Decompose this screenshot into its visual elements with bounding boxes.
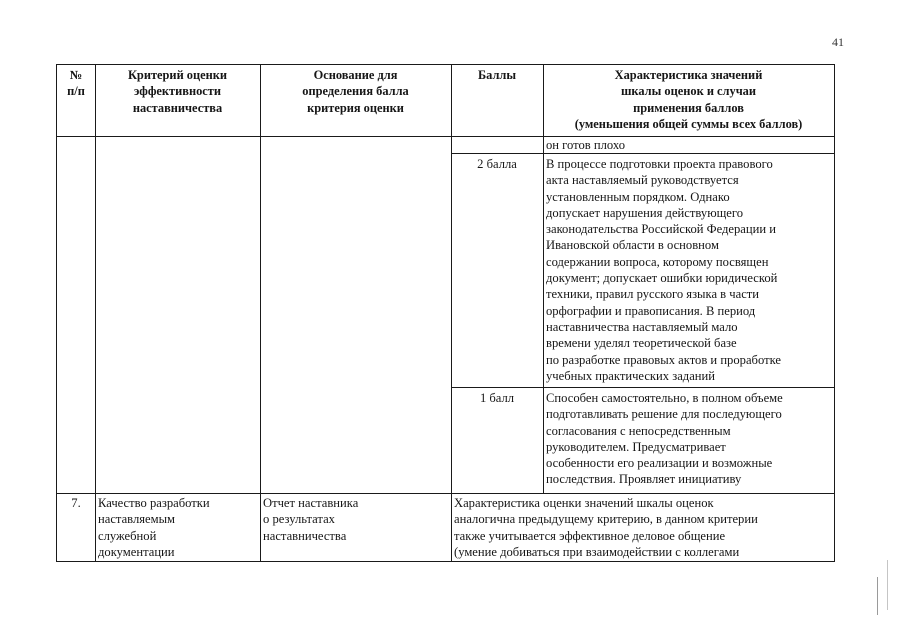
row-7-characteristic: Характеристика оценки значений шкалы оценок аналогична предыдущему критерию, в данном критерии также учитывается эффективное деловое общение (умение добиваться при взаимодействии с коллегами: [454, 496, 758, 559]
score-points-2: 2 балла: [477, 157, 517, 171]
col-divider-basis: [451, 65, 452, 561]
col-divider-num: [95, 65, 96, 561]
score-points-1: 1 балл: [479, 391, 515, 405]
page-number: 41: [832, 35, 844, 49]
row-7-num: 7.: [71, 496, 81, 510]
evaluation-table: [56, 64, 835, 562]
continued-row-text: он готов плохо: [546, 138, 626, 152]
header-points: Баллы: [477, 68, 517, 82]
score-description-2: В процессе подготовки проекта правового акта наставляемый руководствуется установленным порядком. Однако допускает нарушения действующего законодательства Российской Федерации и Ивановской области в основном содержании вопроса, которому посвящен документ; допускает ошибки юридической техники, правил русского языка в части орфографии и правописания. В период наставничества наставляемый мало времени уделял теоретической базе по разработке правовых актов и проработке учебных практических заданий: [546, 157, 781, 383]
header-criterion: Критерий оценки эффективности наставничества: [127, 68, 228, 115]
row-7-top-line: [57, 493, 834, 494]
scan-artifact-line: [887, 560, 888, 610]
row-7-basis: Отчет наставника о результатах наставничества: [263, 496, 359, 543]
header-characteristic: Характеристика значений шкалы оценок и случаи применения баллов (уменьшения общей суммы всех баллов): [574, 68, 803, 131]
scan-artifact-line: [877, 577, 878, 615]
col-divider-criterion: [260, 65, 261, 561]
score-row-2-bottom-line: [451, 387, 834, 388]
header-num: № п/п: [67, 68, 85, 99]
header-basis: Основание для определения балла критерия оценки: [302, 68, 409, 115]
row-7-criterion: Качество разработки наставляемым служебной документации: [98, 496, 210, 559]
score-description-1: Способен самостоятельно, в полном объеме подготавливать решение для последующего согласования с непосредственным руководителем. Предусматривает особенности его реализации и возможные последствия. Проявляет инициативу: [546, 391, 783, 487]
